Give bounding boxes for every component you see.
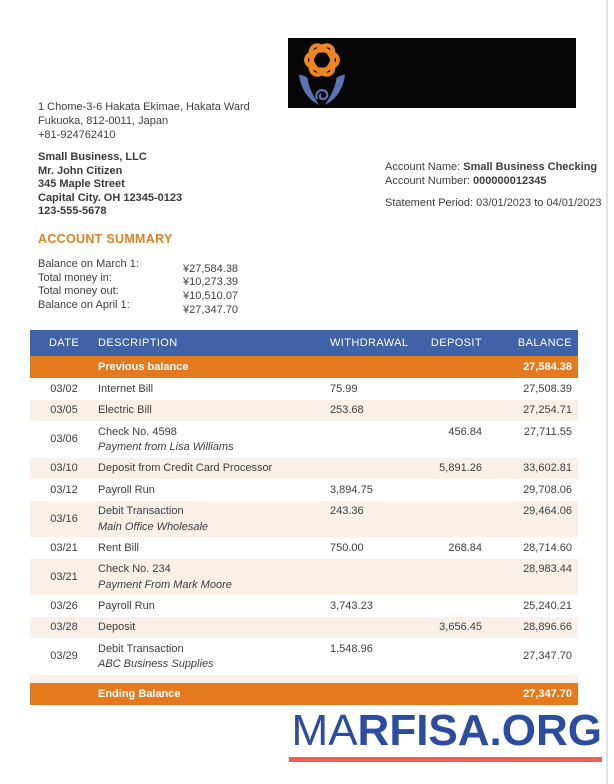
cell-desc-main: Deposit [98, 621, 136, 634]
cell-withdrawal: 243.36 [330, 505, 364, 517]
account-number-line [385, 174, 597, 188]
cell-deposit [412, 595, 482, 617]
summary-value: ¥27,347.70 [183, 303, 239, 316]
brand-underline [289, 757, 602, 762]
table-header-row [30, 330, 578, 356]
cell-deposit: 268.84 [448, 541, 482, 554]
cell-withdrawal: 3,894.75 [330, 483, 373, 496]
customer-info-line: Small Business, LLC [38, 151, 147, 163]
table-row [30, 537, 578, 559]
customer-info-block [38, 151, 182, 219]
transaction-rows [30, 378, 578, 675]
table-row [30, 617, 578, 639]
brand-wordmark [289, 708, 602, 754]
flower-knot-logo-icon [289, 38, 355, 108]
cell-deposit: 456.84 [448, 425, 482, 438]
cell-balance: 25,240.21 [523, 599, 572, 612]
cell-balance: 33,602.81 [523, 462, 572, 475]
bank-logo [288, 38, 576, 108]
table-row [30, 458, 578, 480]
cell-balance: 28,714.60 [523, 541, 572, 554]
cell-balance: 28,983.44 [523, 563, 572, 575]
account-name-line [385, 160, 597, 174]
account-number-label: Account Number: [385, 175, 474, 187]
cell-date: 03/06 [50, 433, 78, 446]
statement-period: Statement Period: 03/01/2023 to 04/01/2023 [385, 197, 602, 209]
customer-info-line: Mr. John Citizen [38, 164, 123, 177]
account-info-block [385, 160, 597, 188]
transactions-table [30, 330, 578, 705]
cell-desc-main: Rent Bill [98, 541, 139, 554]
bank-address-line: 1 Chome-3-6 Hakata Ekimae, Hakata Ward [38, 101, 250, 113]
ending-balance-row [30, 683, 578, 705]
account-name-label: Account Name: [385, 161, 464, 173]
table-row [30, 638, 578, 675]
header-balance: BALANCE [517, 337, 572, 349]
cell-balance: 27,347.70 [523, 650, 572, 663]
header-withdrawal: WITHDRAWAL [330, 337, 409, 349]
cell-withdrawal [330, 421, 412, 458]
cell-withdrawal: 3,743.23 [330, 599, 373, 612]
summary-values [183, 263, 238, 318]
cell-date: 03/16 [50, 512, 78, 525]
summary-labels [38, 258, 139, 313]
table-row [30, 559, 578, 596]
cell-desc-main: Electric Bill [98, 404, 152, 417]
cell-withdrawal: 75.99 [330, 382, 358, 395]
cell-deposit: 5,891.26 [439, 462, 482, 475]
cell-balance: 27,711.55 [523, 425, 572, 438]
cell-desc-main: Payroll Run [98, 599, 155, 612]
customer-info-line: Capital City. OH 12345-0123 [38, 191, 183, 204]
header-date: DATE [48, 337, 80, 349]
cell-deposit [412, 559, 482, 596]
ending-balance-amount: 27,347.70 [523, 687, 572, 700]
header-description: DESCRIPTION [98, 337, 178, 349]
cell-withdrawal: 253.68 [330, 404, 364, 417]
cell-desc-sub: Payment from Lisa Williams [98, 441, 234, 453]
previous-balance-amount: 27,584.38 [523, 361, 572, 373]
cell-date: 03/26 [50, 599, 78, 612]
cell-date: 03/10 [50, 462, 78, 475]
table-row [30, 479, 578, 501]
previous-balance-row [30, 356, 578, 378]
customer-info-line: 345 Maple Street [38, 178, 125, 191]
cell-deposit [412, 378, 482, 400]
cell-desc-main: Debit Transaction [98, 642, 184, 655]
summary-label: Balance on March 1: [38, 258, 139, 270]
page-edge-divider [606, 0, 608, 784]
summary-label: Total money out: [38, 285, 119, 298]
cell-date: 03/21 [50, 570, 78, 583]
summary-label: Balance on April 1: [38, 299, 130, 312]
account-name-value: Small Business Checking [463, 161, 598, 173]
cell-balance: 29,708.06 [523, 483, 572, 496]
cell-withdrawal [330, 617, 412, 639]
cell-date: 03/28 [50, 621, 78, 634]
account-summary-title: ACCOUNT SUMMARY [38, 232, 173, 246]
table-row [30, 501, 578, 538]
customer-info-line: 123-555-5678 [38, 205, 107, 218]
summary-value: ¥27,584.38 [183, 262, 239, 275]
cell-date: 03/29 [50, 650, 78, 663]
cell-date: 03/05 [50, 404, 78, 417]
summary-label: Total money in: [38, 271, 112, 284]
cell-desc-main: Deposit from Credit Card Processor [98, 462, 273, 475]
bank-address-line: Fukuoka, 812-0011, Japan [38, 114, 169, 127]
cell-desc-main: Debit Transaction [98, 505, 184, 517]
cell-withdrawal [330, 458, 412, 480]
cell-deposit [412, 638, 482, 675]
cell-balance: 27,254.71 [523, 404, 572, 417]
previous-balance-label: Previous balance [98, 361, 189, 373]
cell-date: 03/02 [50, 382, 78, 395]
cell-withdrawal: 750.00 [330, 541, 364, 554]
cell-deposit [412, 479, 482, 501]
cell-deposit [412, 501, 482, 538]
table-row [30, 595, 578, 617]
cell-balance: 28,896.66 [523, 621, 572, 634]
table-spacer-row [30, 675, 578, 683]
cell-desc-main: Internet Bill [98, 382, 154, 395]
brand-light-part: MA [291, 706, 358, 755]
cell-desc-main: Payroll Run [98, 483, 155, 496]
table-row [30, 400, 578, 422]
ending-balance-label: Ending Balance [98, 687, 181, 700]
table-row [30, 378, 578, 400]
cell-deposit: 3,656.45 [439, 621, 482, 634]
summary-value: ¥10,510.07 [183, 289, 239, 302]
bank-address-block [38, 101, 250, 142]
cell-desc-sub: ABC Business Supplies [98, 658, 214, 670]
bank-address-line: +81-924762410 [38, 128, 116, 141]
table-row [30, 421, 578, 458]
cell-desc-sub: Main Office Wholesale [98, 520, 209, 533]
cell-date: 03/12 [50, 483, 78, 496]
cell-balance: 29,464.06 [523, 505, 572, 517]
cell-withdrawal [330, 559, 412, 596]
cell-withdrawal: 1,548.96 [330, 642, 373, 655]
header-deposit: DEPOSIT [430, 337, 482, 349]
cell-deposit [412, 400, 482, 422]
footer-brand [289, 708, 602, 762]
account-number-value: 000000012345 [473, 175, 547, 187]
summary-value: ¥10,273.39 [183, 276, 239, 289]
cell-desc-main: Check No. 234 [98, 563, 171, 575]
cell-balance: 27,508.39 [523, 382, 572, 395]
cell-desc-sub: Payment From Mark Moore [98, 578, 232, 591]
cell-desc-main: Check No. 4598 [98, 425, 177, 438]
cell-date: 03/21 [50, 541, 78, 554]
brand-bold-part: RFISA.ORG [357, 706, 602, 755]
